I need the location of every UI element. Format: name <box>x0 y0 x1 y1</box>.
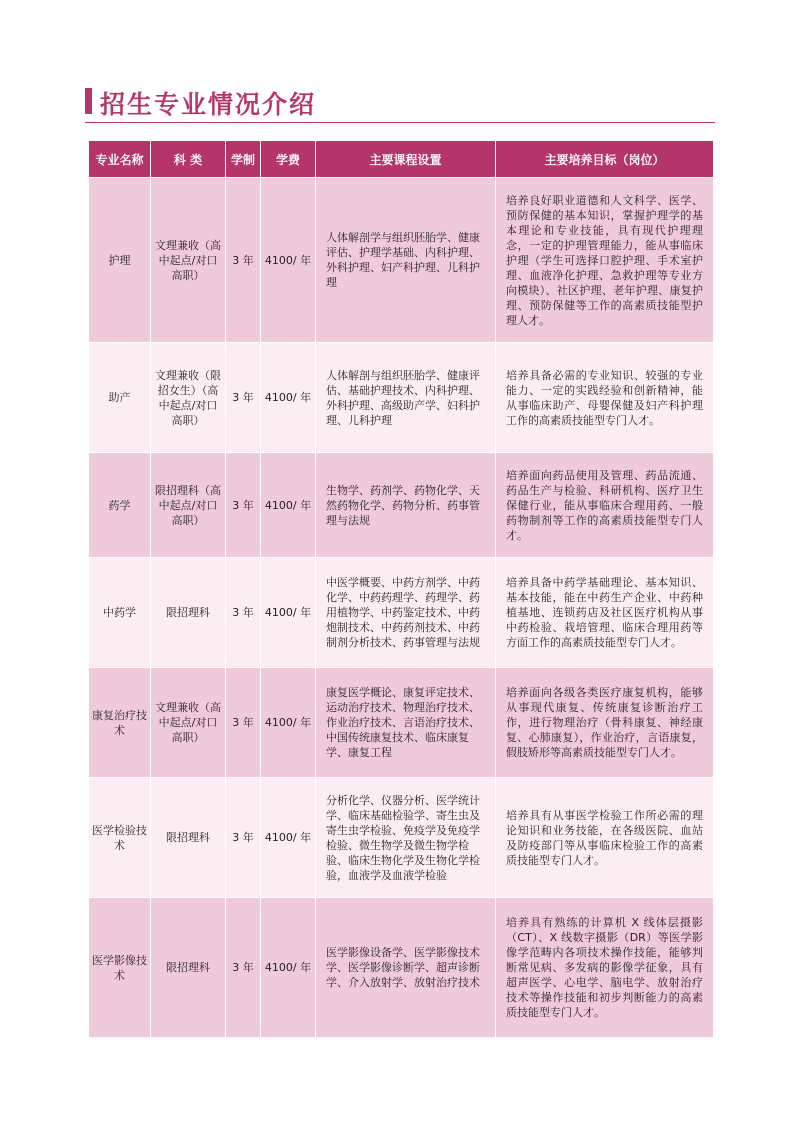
table-row <box>89 668 714 778</box>
major-name: 医学影像技术 <box>89 898 151 1038</box>
major-duration: 3 年 <box>226 178 261 343</box>
header-category: 科 类 <box>151 141 226 178</box>
table-row <box>89 558 714 668</box>
header-duration: 学制 <box>226 141 261 178</box>
major-category: 限招理科 <box>151 558 226 668</box>
major-fee: 4100/ 年 <box>261 453 316 558</box>
major-courses: 人体解剖学与组织胚胎学、健康评估、护理学基础、内科护理、外科护理、妇产科护理、儿科护理 <box>316 178 496 343</box>
header-goal: 主要培养目标（岗位） <box>496 141 714 178</box>
major-name: 医学检验技术 <box>89 778 151 898</box>
major-duration: 3 年 <box>226 343 261 453</box>
major-category: 限招理科 <box>151 898 226 1038</box>
header-courses: 主要课程设置 <box>316 141 496 178</box>
page-header <box>85 82 715 123</box>
major-fee: 4100/ 年 <box>261 343 316 453</box>
major-courses: 康复医学概论、康复评定技术、运动治疗技术、物理治疗技术、作业治疗技术、言语治疗技术、中国传统康复技术、临床康复学、康复工程 <box>316 668 496 778</box>
major-duration: 3 年 <box>226 778 261 898</box>
major-name: 护理 <box>89 178 151 343</box>
major-fee: 4100/ 年 <box>261 558 316 668</box>
major-category: 文理兼收（高中起点/对口高职） <box>151 178 226 343</box>
major-courses: 中医学概要、中药方剂学、中药化学、中药药理学、药理学、药用植物学、中药鉴定技术、中药炮制技术、中药药剂技术、中药制剂分析技术、药事管理与法规 <box>316 558 496 668</box>
major-courses: 生物学、药剂学、药物化学、天然药物化学、药物分析、药事管理与法规 <box>316 453 496 558</box>
table-row <box>89 898 714 1038</box>
major-goal: 培养具备必需的专业知识、较强的专业能力、一定的实践经验和创新精神，能从事临床助产、母婴保健及妇产科护理工作的高素质技能型专门人才。 <box>496 343 714 453</box>
major-fee: 4100/ 年 <box>261 178 316 343</box>
major-goal: 培养具有熟练的计算机 X 线体层摄影（CT）、X 线数字摄影（DR）等医学影像学范畴内各项技术操作技能，能够判断常见病、多发病的影像学征象，具有超声医学、心电学、脑电学、放射治疗技术等操作技能和初步判断能力的高素质技能型专门人才。 <box>496 898 714 1038</box>
major-goal: 培养良好职业道德和人文科学、医学、预防保健的基本知识，掌握护理学的基本理论和专业技能，具有现代护理理念，一定的护理管理能力，能从事临床护理（学生可选择口腔护理、手术室护理、血液净化护理、急救护理等专业方向模块）、社区护理、老年护理、康复护理、预防保健等工作的高素质技能型护理人才。 <box>496 178 714 343</box>
major-goal: 培养具备中药学基础理论、基本知识、基本技能，能在中药生产企业、中药种植基地、连锁药店及社区医疗机构从事中药检验、栽培管理、临床合理用药等方面工作的高素质技能型专门人才。 <box>496 558 714 668</box>
major-category: 文理兼收（限招女生）（高中起点/对口高职） <box>151 343 226 453</box>
table-row <box>89 778 714 898</box>
table-row <box>89 178 714 343</box>
header-major-name: 专业名称 <box>89 141 151 178</box>
major-duration: 3 年 <box>226 558 261 668</box>
major-goal: 培养面向药品使用及管理、药品流通、药品生产与检验、科研机构、医疗卫生保健行业，能从事临床合理用药、一般药物制剂等工作的高素质技能型专门人才。 <box>496 453 714 558</box>
major-courses: 分析化学、仪器分析、医学统计学、临床基础检验学、寄生虫及寄生虫学检验、免疫学及免疫学检验、微生物学及微生物学检验、临床生物化学及生物化学检验，血液学及血液学检验 <box>316 778 496 898</box>
major-duration: 3 年 <box>226 668 261 778</box>
major-name: 康复治疗技术 <box>89 668 151 778</box>
major-category: 限招理科 <box>151 778 226 898</box>
major-goal: 培养具有从事医学检验工作所必需的理论知识和业务技能，在各级医院、血站及防疫部门等从事临床检验工作的高素质技能型专门人才。 <box>496 778 714 898</box>
major-fee: 4100/ 年 <box>261 778 316 898</box>
major-category: 文理兼收（高中起点/对口高职） <box>151 668 226 778</box>
major-name: 中药学 <box>89 558 151 668</box>
major-duration: 3 年 <box>226 453 261 558</box>
page-title: 招生专业情况介绍 <box>100 90 317 119</box>
major-courses: 医学影像设备学、医学影像技术学、医学影像诊断学、超声诊断学、介入放射学、放射治疗技术 <box>316 898 496 1038</box>
major-courses: 人体解剖与组织胚胎学、健康评估、基础护理技术、内科护理、外科护理、高级助产学、妇科护理、儿科护理 <box>316 343 496 453</box>
majors-table <box>88 140 714 1038</box>
major-name: 助产 <box>89 343 151 453</box>
major-category: 限招理科（高中起点/对口高职） <box>151 453 226 558</box>
table-row <box>89 343 714 453</box>
major-name: 药学 <box>89 453 151 558</box>
title-accent-bar <box>85 88 92 114</box>
major-duration: 3 年 <box>226 898 261 1038</box>
major-fee: 4100/ 年 <box>261 898 316 1038</box>
table-row <box>89 453 714 558</box>
major-fee: 4100/ 年 <box>261 668 316 778</box>
header-fee: 学费 <box>261 141 316 178</box>
major-goal: 培养面向各级各类医疗康复机构，能够从事现代康复、传统康复诊断治疗工作，进行物理治疗（骨科康复、神经康复、心肺康复），作业治疗，言语康复，假肢矫形等高素质技能型专门人才。 <box>496 668 714 778</box>
table-header-row <box>89 141 714 178</box>
